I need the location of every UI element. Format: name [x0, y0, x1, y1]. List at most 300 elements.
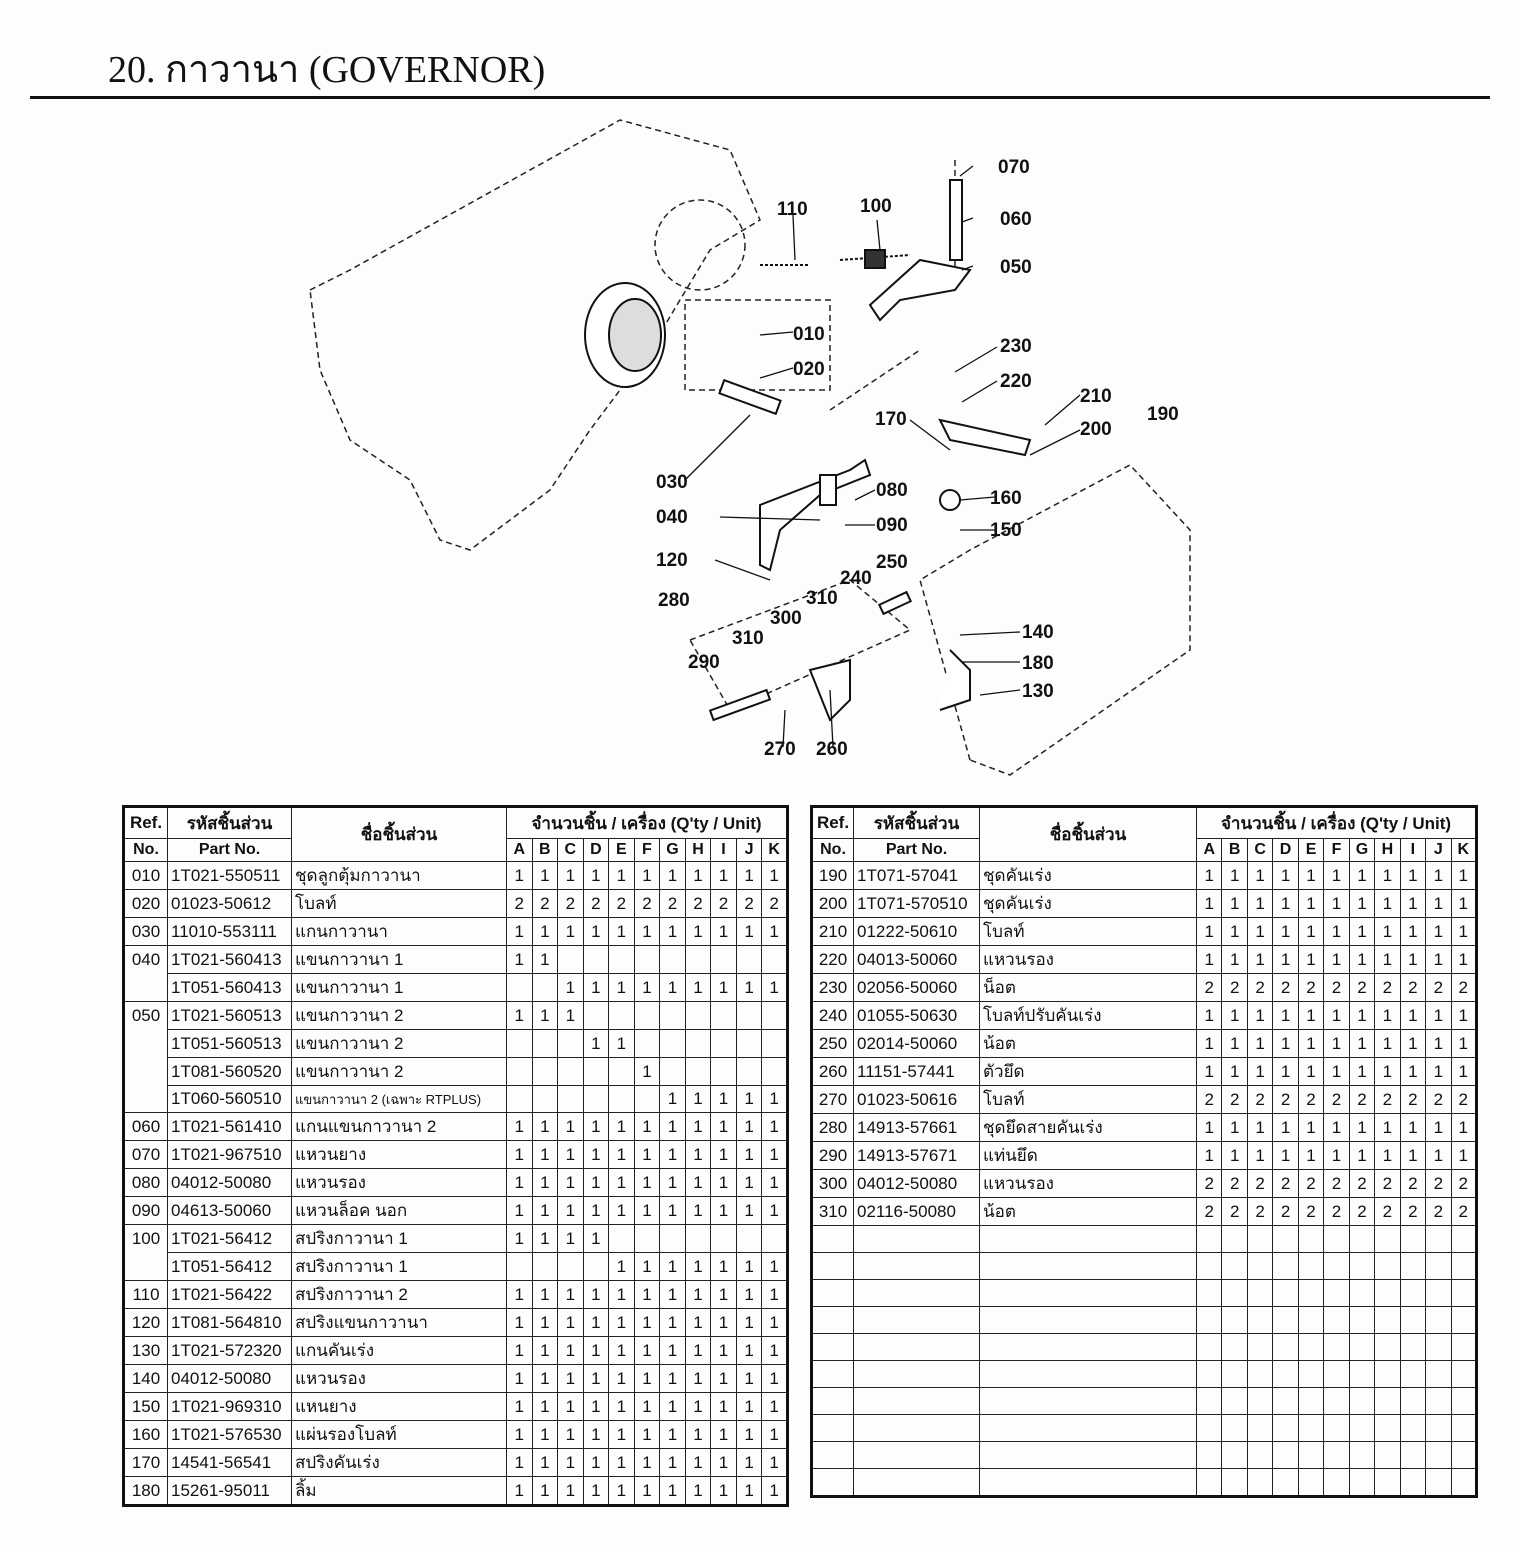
qty-j: [736, 1058, 762, 1086]
qty-a: 1: [507, 918, 533, 946]
model-header-h: H: [685, 839, 711, 862]
empty-cell: [1400, 1334, 1425, 1361]
part-no: 02056-50060: [854, 974, 980, 1002]
qty-a: 1: [507, 1449, 533, 1477]
qty-c: 1: [1247, 918, 1272, 946]
part-no: 11151-57441: [854, 1058, 980, 1086]
empty-cell: [1298, 1334, 1323, 1361]
empty-cell: [1197, 1442, 1222, 1469]
qty-d: 1: [583, 1449, 609, 1477]
empty-row: [812, 1415, 1477, 1442]
table-row: [124, 1197, 788, 1225]
qty-b: 1: [532, 946, 558, 974]
qty-k: 1: [1451, 1114, 1476, 1142]
empty-cell: [1298, 1442, 1323, 1469]
table-row: [124, 1002, 788, 1030]
part-name: โบลท์: [980, 918, 1197, 946]
qty-k: 1: [762, 1086, 788, 1113]
qty-d: 1: [1273, 1058, 1298, 1086]
part-no: 14913-57661: [854, 1114, 980, 1142]
empty-cell: [854, 1442, 980, 1469]
ref-no: 090: [124, 1197, 168, 1225]
empty-cell: [1451, 1334, 1476, 1361]
qty-h: 1: [685, 1113, 711, 1141]
qty-j: 1: [1426, 1142, 1451, 1170]
qty-e: 2: [1298, 974, 1323, 1002]
qty-e: 1: [1298, 1114, 1323, 1142]
qty-e: 1: [609, 1421, 635, 1449]
qty-g: 1: [660, 1365, 686, 1393]
qty-h: 1: [685, 1141, 711, 1169]
qty-i: 1: [1400, 1030, 1425, 1058]
qty-k: [762, 1002, 788, 1030]
model-header-b: B: [1222, 839, 1247, 862]
qty-d: 1: [583, 1309, 609, 1337]
empty-cell: [1273, 1280, 1298, 1307]
qty-c: 1: [558, 1169, 584, 1197]
qty-b: 1: [532, 1477, 558, 1506]
part-no: 14913-57671: [854, 1142, 980, 1170]
qty-c: 1: [558, 1393, 584, 1421]
part-name: ชุดลูกตุ้มกาวานา: [292, 862, 507, 890]
table-row: [124, 862, 788, 890]
part-name: ชุดคันเร่ง: [980, 890, 1197, 918]
qty-f: 1: [634, 1197, 660, 1225]
qty-c: 2: [1247, 974, 1272, 1002]
qty-h: 1: [685, 862, 711, 890]
qty-h: [685, 1002, 711, 1030]
empty-cell: [1375, 1253, 1400, 1280]
qty-g: 1: [1349, 918, 1374, 946]
empty-cell: [812, 1253, 854, 1280]
qty-k: 1: [762, 1421, 788, 1449]
ref-no: 200: [812, 890, 854, 918]
qty-f: 1: [1324, 1058, 1349, 1086]
qty-h: 1: [1375, 1142, 1400, 1170]
qty-a: 2: [1197, 1086, 1222, 1114]
page-title: 20. กาวานา (GOVERNOR): [108, 49, 546, 91]
ref-header: Ref.: [812, 807, 854, 839]
empty-cell: [854, 1415, 980, 1442]
qty-h: 2: [1375, 1198, 1400, 1226]
part-no: 1T081-564810: [168, 1309, 292, 1337]
empty-cell: [1349, 1415, 1374, 1442]
qty-a: 1: [507, 1197, 533, 1225]
qty-b: 1: [1222, 1142, 1247, 1170]
qty-k: 2: [762, 890, 788, 918]
qty-c: 1: [558, 862, 584, 890]
part-name: แขนกาวานา 2: [292, 1058, 507, 1086]
qty-j: 1: [736, 1337, 762, 1365]
qty-h: 1: [1375, 890, 1400, 918]
empty-cell: [1273, 1307, 1298, 1334]
qty-c: 1: [558, 1281, 584, 1309]
part-no: 1T021-969310: [168, 1393, 292, 1421]
qty-h: 1: [685, 918, 711, 946]
part-name: แกนคันเร่ง: [292, 1337, 507, 1365]
qty-j: 2: [1426, 1170, 1451, 1198]
empty-cell: [812, 1388, 854, 1415]
model-header-d: D: [583, 839, 609, 862]
qty-f: 2: [1324, 974, 1349, 1002]
qty-d: 1: [1273, 862, 1298, 890]
qty-i: 1: [711, 1365, 737, 1393]
callout-310-a: 310: [806, 588, 838, 609]
callout-140: 140: [1022, 622, 1054, 643]
qty-k: 1: [1451, 1058, 1476, 1086]
ref-no: 110: [124, 1281, 168, 1309]
qty-a: [507, 1086, 533, 1113]
ref-header: Ref.: [124, 807, 168, 839]
qty-e: 1: [609, 1449, 635, 1477]
qty-i: [711, 946, 737, 974]
qty-i: 1: [711, 1253, 737, 1281]
qty-k: [762, 1058, 788, 1086]
empty-cell: [1324, 1442, 1349, 1469]
qty-f: 1: [634, 1058, 660, 1086]
callout-290: 290: [688, 652, 720, 673]
qty-h: [685, 1030, 711, 1058]
ref-no: 130: [124, 1337, 168, 1365]
qty-b: 1: [1222, 1030, 1247, 1058]
qty-h: 1: [685, 974, 711, 1002]
qty-d: 1: [583, 1477, 609, 1506]
ref-no: 060: [124, 1113, 168, 1141]
callout-200: 200: [1080, 419, 1112, 440]
empty-row: [812, 1388, 1477, 1415]
qty-e: 1: [1298, 890, 1323, 918]
qty-i: 1: [711, 1141, 737, 1169]
qty-e: 1: [609, 974, 635, 1002]
ref-no: 180: [124, 1477, 168, 1506]
table-row: [124, 946, 788, 974]
part-name: สปริงกาวานา 2: [292, 1281, 507, 1309]
qty-k: 1: [762, 1309, 788, 1337]
qty-g: 1: [660, 1393, 686, 1421]
qty-h: 1: [685, 1309, 711, 1337]
empty-cell: [1426, 1469, 1451, 1497]
qty-a: 2: [1197, 974, 1222, 1002]
table-row: [124, 1309, 788, 1337]
empty-cell: [1247, 1253, 1272, 1280]
ref-no: 050: [124, 1002, 168, 1030]
qty-c: 1: [558, 974, 584, 1002]
empty-cell: [1222, 1280, 1247, 1307]
qty-c: 1: [1247, 1002, 1272, 1030]
empty-cell: [1324, 1280, 1349, 1307]
qty-c: 1: [558, 1477, 584, 1506]
empty-cell: [854, 1388, 980, 1415]
empty-cell: [980, 1442, 1197, 1469]
qty-g: 1: [1349, 1058, 1374, 1086]
empty-cell: [1451, 1415, 1476, 1442]
callout-210: 210: [1080, 386, 1112, 407]
empty-cell: [1400, 1253, 1425, 1280]
part-no: 02014-50060: [854, 1030, 980, 1058]
qty-h: [685, 946, 711, 974]
empty-cell: [1298, 1280, 1323, 1307]
qty-a: 2: [507, 890, 533, 918]
ref-no: 280: [812, 1114, 854, 1142]
empty-cell: [1324, 1253, 1349, 1280]
callout-310-b: 310: [732, 628, 764, 649]
qty-j: 1: [1426, 1114, 1451, 1142]
table-row: [812, 862, 1477, 890]
qty-f: 1: [634, 862, 660, 890]
part-header-en: Part No.: [168, 839, 292, 862]
empty-cell: [1426, 1388, 1451, 1415]
table-row: [124, 1113, 788, 1141]
qty-a: [507, 1058, 533, 1086]
qty-e: 1: [1298, 946, 1323, 974]
callout-250: 250: [876, 552, 908, 573]
qty-c: 1: [558, 1337, 584, 1365]
qty-d: 1: [583, 1421, 609, 1449]
qty-j: 1: [736, 1169, 762, 1197]
empty-cell: [1298, 1415, 1323, 1442]
qty-d: 1: [583, 862, 609, 890]
qty-e: 1: [609, 1337, 635, 1365]
qty-d: 2: [1273, 974, 1298, 1002]
empty-cell: [812, 1280, 854, 1307]
part-name: น็อต: [980, 974, 1197, 1002]
exploded-diagram: [290, 110, 1230, 790]
part-no: 1T021-572320: [168, 1337, 292, 1365]
ref-no: 220: [812, 946, 854, 974]
empty-cell: [812, 1415, 854, 1442]
part-name: แหวนล็อค นอก: [292, 1197, 507, 1225]
qty-g: 1: [660, 1197, 686, 1225]
qty-j: 2: [1426, 1086, 1451, 1114]
qty-j: 1: [736, 1477, 762, 1506]
qty-j: 1: [1426, 1058, 1451, 1086]
empty-cell: [1400, 1469, 1425, 1497]
ref-no: 230: [812, 974, 854, 1002]
engine-outline: [310, 120, 760, 550]
qty-a: 1: [1197, 918, 1222, 946]
empty-cell: [812, 1334, 854, 1361]
qty-g: 1: [660, 1141, 686, 1169]
part-no: 1T021-560513: [168, 1002, 292, 1030]
qty-h: 1: [685, 1253, 711, 1281]
qty-b: [532, 1058, 558, 1086]
part-no: 1T021-561410: [168, 1113, 292, 1141]
qty-e: 1: [609, 1253, 635, 1281]
qty-b: 2: [1222, 974, 1247, 1002]
empty-cell: [1273, 1253, 1298, 1280]
callout-160: 160: [990, 488, 1022, 509]
part-no: 04012-50080: [168, 1169, 292, 1197]
qty-j: 1: [736, 1449, 762, 1477]
empty-cell: [980, 1226, 1197, 1253]
empty-cell: [980, 1280, 1197, 1307]
part-no: 1T021-967510: [168, 1141, 292, 1169]
qty-i: 2: [1400, 1086, 1425, 1114]
qty-e: 1: [609, 1393, 635, 1421]
table-row: [124, 890, 788, 918]
qty-i: [711, 1030, 737, 1058]
part-no: 01055-50630: [854, 1002, 980, 1030]
model-header-c: C: [1247, 839, 1272, 862]
empty-cell: [1375, 1307, 1400, 1334]
empty-cell: [854, 1226, 980, 1253]
qty-i: 1: [1400, 918, 1425, 946]
empty-cell: [980, 1469, 1197, 1497]
empty-cell: [980, 1361, 1197, 1388]
qty-g: 1: [660, 1309, 686, 1337]
table-row: [812, 1086, 1477, 1114]
empty-cell: [854, 1307, 980, 1334]
part-no: 01222-50610: [854, 918, 980, 946]
qty-k: 1: [762, 1477, 788, 1506]
qty-j: 1: [736, 1086, 762, 1113]
empty-cell: [1222, 1334, 1247, 1361]
empty-cell: [1222, 1361, 1247, 1388]
ref-no: [124, 1030, 168, 1058]
qty-b: [532, 1086, 558, 1113]
qty-i: [711, 1058, 737, 1086]
part-name: แหวนรอง: [292, 1169, 507, 1197]
part-no: 1T021-550511: [168, 862, 292, 890]
part-name: สปริงคันเร่ง: [292, 1449, 507, 1477]
part-no: 01023-50612: [168, 890, 292, 918]
part-no: 1T051-560513: [168, 1030, 292, 1058]
qty-c: 1: [558, 1141, 584, 1169]
empty-cell: [1247, 1280, 1272, 1307]
ref-no: 070: [124, 1141, 168, 1169]
model-header-h: H: [1375, 839, 1400, 862]
qty-e: 1: [1298, 1058, 1323, 1086]
qty-e: 1: [609, 1141, 635, 1169]
part-no: 04013-50060: [854, 946, 980, 974]
qty-d: 2: [1273, 1170, 1298, 1198]
qty-j: [736, 1030, 762, 1058]
qty-k: 1: [1451, 1030, 1476, 1058]
empty-cell: [980, 1307, 1197, 1334]
name-header: ชื่อชิ้นส่วน: [980, 807, 1197, 862]
qty-k: 1: [1451, 1002, 1476, 1030]
part-no: 04613-50060: [168, 1197, 292, 1225]
empty-cell: [1298, 1226, 1323, 1253]
qty-d: 1: [583, 1030, 609, 1058]
qty-k: 1: [762, 1393, 788, 1421]
qty-c: 1: [558, 1113, 584, 1141]
part-name: แหวนรอง: [980, 1170, 1197, 1198]
qty-h: [685, 1225, 711, 1253]
qty-i: 1: [711, 1113, 737, 1141]
qty-c: 1: [558, 918, 584, 946]
qty-f: 1: [634, 1169, 660, 1197]
qty-d: 1: [583, 974, 609, 1002]
qty-g: 1: [1349, 862, 1374, 890]
ref-no: 210: [812, 918, 854, 946]
qty-g: 1: [660, 918, 686, 946]
qty-c: 2: [1247, 1198, 1272, 1226]
part-name: โบลท์: [980, 1086, 1197, 1114]
qty-i: 1: [711, 1337, 737, 1365]
empty-cell: [1400, 1415, 1425, 1442]
model-header-e: E: [1298, 839, 1323, 862]
empty-row: [812, 1442, 1477, 1469]
ref-header-no: No.: [124, 839, 168, 862]
qty-f: 1: [634, 1337, 660, 1365]
qty-b: 1: [532, 1169, 558, 1197]
callout-170: 170: [875, 409, 907, 430]
qty-h: 1: [1375, 1058, 1400, 1086]
qty-k: 1: [762, 1253, 788, 1281]
table-row: [124, 1337, 788, 1365]
ref-no: 260: [812, 1058, 854, 1086]
callout-070: 070: [998, 157, 1030, 178]
callout-270: 270: [764, 739, 796, 760]
qty-k: 1: [762, 862, 788, 890]
empty-cell: [1247, 1226, 1272, 1253]
qty-g: 1: [660, 1086, 686, 1113]
qty-f: 1: [634, 1281, 660, 1309]
callout-010: 010: [793, 324, 825, 345]
qty-f: 1: [1324, 1142, 1349, 1170]
part-no: 1T021-560413: [168, 946, 292, 974]
qty-h: 1: [685, 1477, 711, 1506]
qty-b: 1: [532, 1421, 558, 1449]
empty-cell: [1426, 1442, 1451, 1469]
table-row: [812, 1030, 1477, 1058]
qty-k: 1: [1451, 918, 1476, 946]
qty-e: 1: [1298, 862, 1323, 890]
qty-d: 1: [1273, 1114, 1298, 1142]
qty-j: 2: [1426, 1198, 1451, 1226]
part-name: แกนแขนกาวานา 2: [292, 1113, 507, 1141]
qty-d: 1: [583, 1141, 609, 1169]
ref-no: 170: [124, 1449, 168, 1477]
part-no: 1T051-56412: [168, 1253, 292, 1281]
qty-a: 1: [507, 1225, 533, 1253]
empty-cell: [1298, 1388, 1323, 1415]
qty-d: 1: [583, 1169, 609, 1197]
qty-g: 2: [1349, 1086, 1374, 1114]
qty-a: 1: [507, 1309, 533, 1337]
empty-cell: [812, 1307, 854, 1334]
empty-cell: [854, 1334, 980, 1361]
empty-cell: [1273, 1442, 1298, 1469]
model-header-g: G: [660, 839, 686, 862]
qty-c: 1: [558, 1309, 584, 1337]
qty-j: 1: [1426, 1030, 1451, 1058]
qty-c: 2: [558, 890, 584, 918]
qty-a: 1: [1197, 1002, 1222, 1030]
qty-a: 1: [507, 1113, 533, 1141]
qty-k: 1: [762, 1449, 788, 1477]
part-header-en: Part No.: [854, 839, 980, 862]
qty-k: [762, 1225, 788, 1253]
empty-cell: [980, 1388, 1197, 1415]
ref-no: [124, 1058, 168, 1086]
qty-d: 1: [1273, 1030, 1298, 1058]
qty-i: 2: [1400, 974, 1425, 1002]
qty-j: 1: [736, 1281, 762, 1309]
qty-b: 1: [532, 1141, 558, 1169]
empty-cell: [1375, 1388, 1400, 1415]
qty-f: 1: [1324, 946, 1349, 974]
qty-h: 2: [1375, 1170, 1400, 1198]
qty-a: 1: [1197, 1114, 1222, 1142]
qty-k: 1: [762, 1169, 788, 1197]
empty-cell: [1247, 1415, 1272, 1442]
qty-e: 1: [609, 1113, 635, 1141]
qty-i: 1: [1400, 1114, 1425, 1142]
empty-cell: [1324, 1226, 1349, 1253]
empty-cell: [1349, 1388, 1374, 1415]
